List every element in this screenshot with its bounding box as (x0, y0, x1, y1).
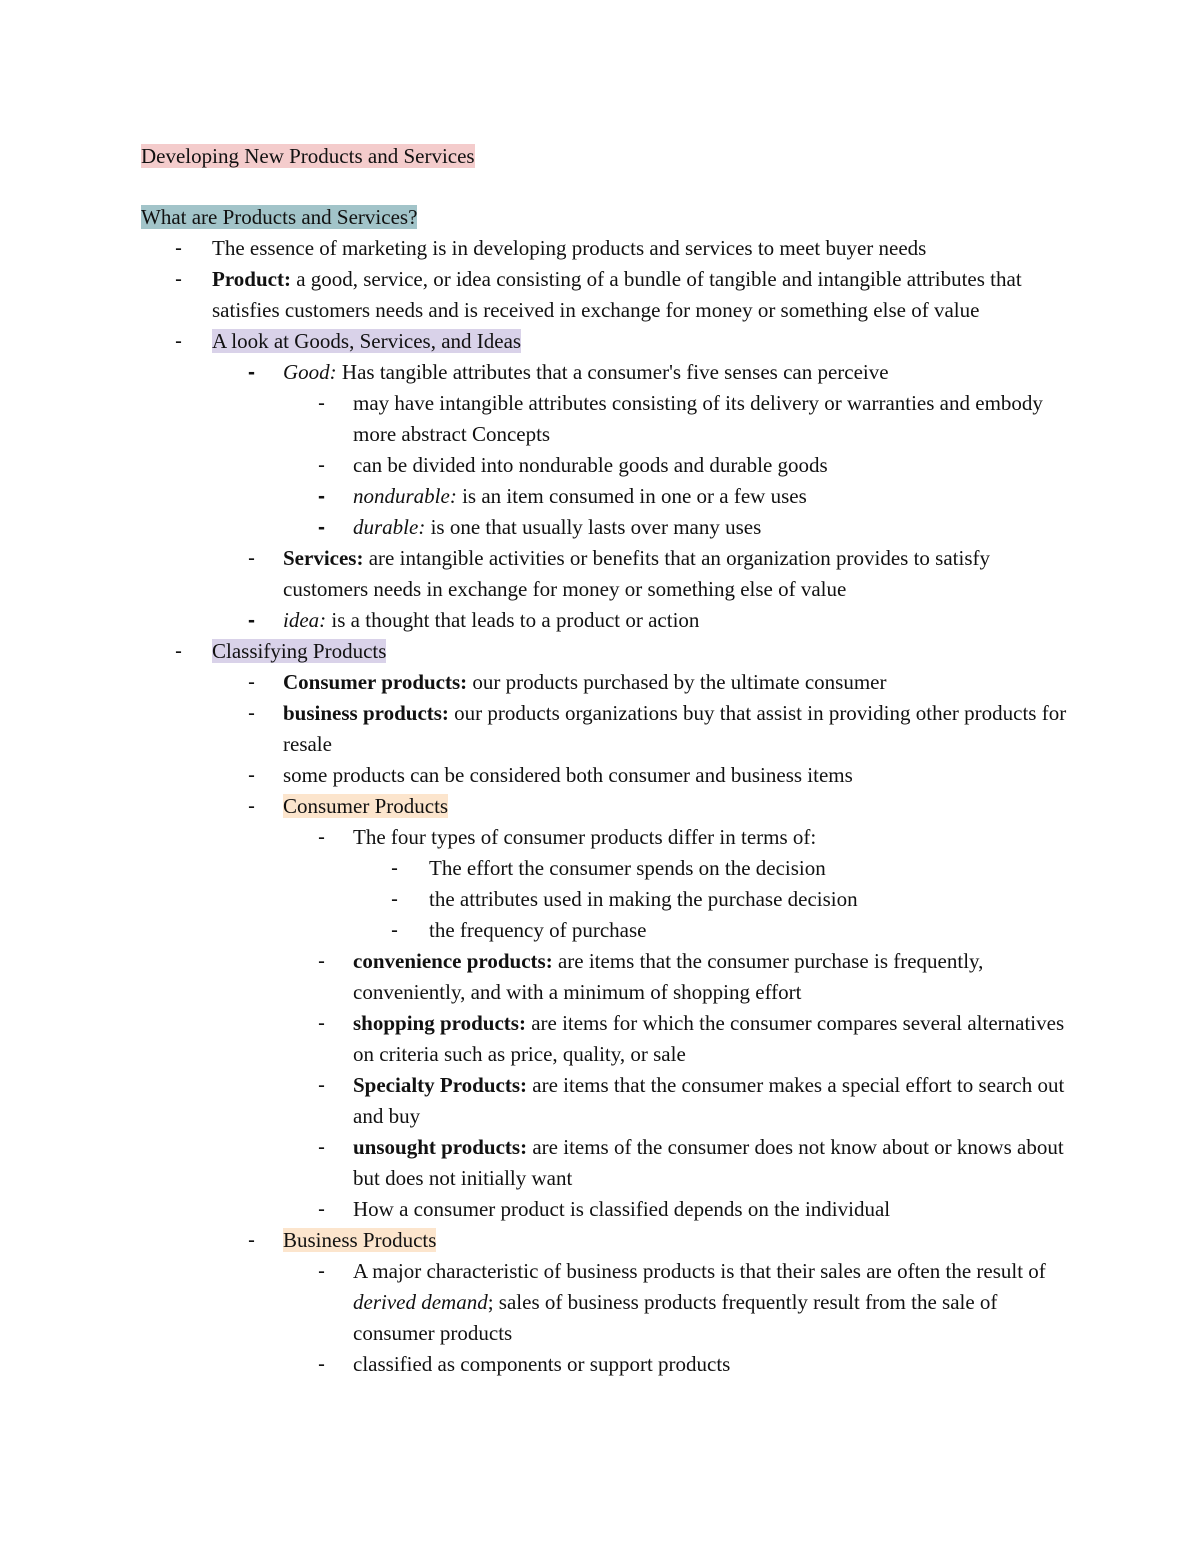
list-item: - Product: a good, service, or idea consisting of a bundle of tangible and intangible attributes that satisfies customers needs and is received in exchange for money or something else of value (175, 267, 1022, 322)
term: Services: (283, 546, 364, 570)
list-item: - durable: is one that usually lasts over many uses (318, 515, 762, 539)
list-item: - nondurable: is an item consumed in one or a few uses (318, 484, 807, 508)
section-heading: What are Products and Services? (141, 205, 418, 229)
list-item: - the attributes used in making the purchase decision (391, 887, 858, 911)
sub-list (248, 357, 1072, 636)
list-item: - the frequency of purchase (391, 918, 647, 942)
list-item: - Classifying Products - Consumer products: our products purchased by the ultimate consumer - business products: our products organizations buy that assist in providing other products for resale - some products can be considered both consumer and business items - Consumer Products - The four types of consumer products differ in terms of: - The effort the consumer spends on the decision - the attributes used in making the purchase decision - the frequency of purchase - convenience products: are items that the consumer purchase is frequently, conveniently, and with a minimum of shopping effort - shopping products: are items for which the consumer compares several alternatives on criteria such as price, quality, or sale - Specialty Products: are items that the consumer makes a special effort to search out and buy - unsought products: are items of the consumer does not know about or knows about but does not initially want - How a consumer product is classified depends on the individual - Business Products - A major characteristic of business products is that their sales are often the result of derived demand; sales of business products frequently result from the sale of consumer products - classified as components or support products (212, 636, 1072, 1380)
list-item: - A major characteristic of business products is that their sales are often the result of derived demand; sales of business products frequently result from the sale of consumer products (318, 1259, 1046, 1345)
term: nondurable: (353, 484, 457, 508)
subheading: Classifying Products (212, 639, 387, 663)
list-item: - some products can be considered both consumer and business items (248, 763, 853, 787)
sub-list (391, 853, 1072, 946)
list-item: - How a consumer product is classified depends on the individual (318, 1197, 891, 1221)
term: shopping products: (353, 1011, 526, 1035)
subheading: Business Products (283, 1228, 437, 1252)
list-item: - convenience products: are items that the consumer purchase is frequently, conveniently, and with a minimum of shopping effort (318, 949, 984, 1004)
term: Specialty Products: (353, 1073, 528, 1097)
document-title: Developing New Products and Services (141, 144, 475, 168)
list-item: - idea: is a thought that leads to a product or action (248, 608, 700, 632)
list-item: - business products: our products organizations buy that assist in providing other products for resale (248, 701, 1067, 756)
term: Good: (283, 360, 337, 384)
term: Consumer products: (283, 670, 468, 694)
term: derived demand (353, 1290, 488, 1314)
list-item: - Services: are intangible activities or benefits that an organization provides to satisfy customers needs in exchange for money or something else of value (248, 546, 990, 601)
list-item: - Business Products - A major characteristic of business products is that their sales are often the result of derived demand; sales of business products frequently result from the sale of consumer products - classified as components or support products (283, 1225, 1072, 1380)
term: unsought products: (353, 1135, 528, 1159)
outline-list (175, 233, 1072, 1380)
subheading: A look at Goods, Services, and Ideas (212, 329, 522, 353)
term: business products: (283, 701, 449, 725)
term: convenience products: (353, 949, 553, 973)
subheading: Consumer Products (283, 794, 449, 818)
sub-list (318, 1256, 1072, 1380)
list-item: - classified as components or support products (318, 1352, 731, 1376)
list-item: - Consumer products: our products purchased by the ultimate consumer (248, 670, 887, 694)
list-item: - A look at Goods, Services, and Ideas - Good: Has tangible attributes that a consumer's five senses can perceive - may have intangible attributes consisting of its delivery or warranties and embody more abstract Concepts - can be divided into nondurable goods and durable goods - nondurable: is an item consumed in one or a few uses - durable: is one that usually lasts over many uses - Services: are intangible activities or benefits that an organization provides to satisfy customers needs in exchange for money or something else of value - idea: is a thought that leads to a product or action (212, 326, 1072, 636)
list-item: - unsought products: are items of the consumer does not know about or knows about but does not initially want (318, 1135, 1064, 1190)
term: durable: (353, 515, 426, 539)
sub-list (248, 667, 1072, 1380)
list-item: - Consumer Products - The four types of consumer products differ in terms of: - The effort the consumer spends on the decision - the attributes used in making the purchase decision - the frequency of purchase - convenience products: are items that the consumer purchase is frequently, conveniently, and with a minimum of shopping effort - shopping products: are items for which the consumer compares several alternatives on criteria such as price, quality, or sale - Specialty Products: are items that the consumer makes a special effort to search out and buy - unsought products: are items of the consumer does not know about or knows about but does not initially want - How a consumer product is classified depends on the individual (283, 791, 1072, 1225)
list-item: - The effort the consumer spends on the decision (391, 856, 826, 880)
list-item: - can be divided into nondurable goods and durable goods (318, 453, 828, 477)
list-item: - shopping products: are items for which the consumer compares several alternatives on criteria such as price, quality, or sale (318, 1011, 1065, 1066)
list-item: - The four types of consumer products differ in terms of: - The effort the consumer spends on the decision - the attributes used in making the purchase decision - the frequency of purchase (353, 822, 1072, 946)
sub-list (318, 822, 1072, 1225)
term: Product: (212, 267, 291, 291)
sub-list (318, 388, 1072, 543)
list-item: - Specialty Products: are items that the consumer makes a special effort to search out and buy (318, 1073, 1065, 1128)
list-item: - may have intangible attributes consisting of its delivery or warranties and embody more abstract Concepts (318, 391, 1043, 446)
list-item: - Good: Has tangible attributes that a consumer's five senses can perceive - may have intangible attributes consisting of its delivery or warranties and embody more abstract Concepts - can be divided into nondurable goods and durable goods - nondurable: is an item consumed in one or a few uses - durable: is one that usually lasts over many uses (283, 357, 1072, 543)
term: idea: (283, 608, 327, 632)
list-item: - The essence of marketing is in developing products and services to meet buyer needs (175, 236, 927, 260)
